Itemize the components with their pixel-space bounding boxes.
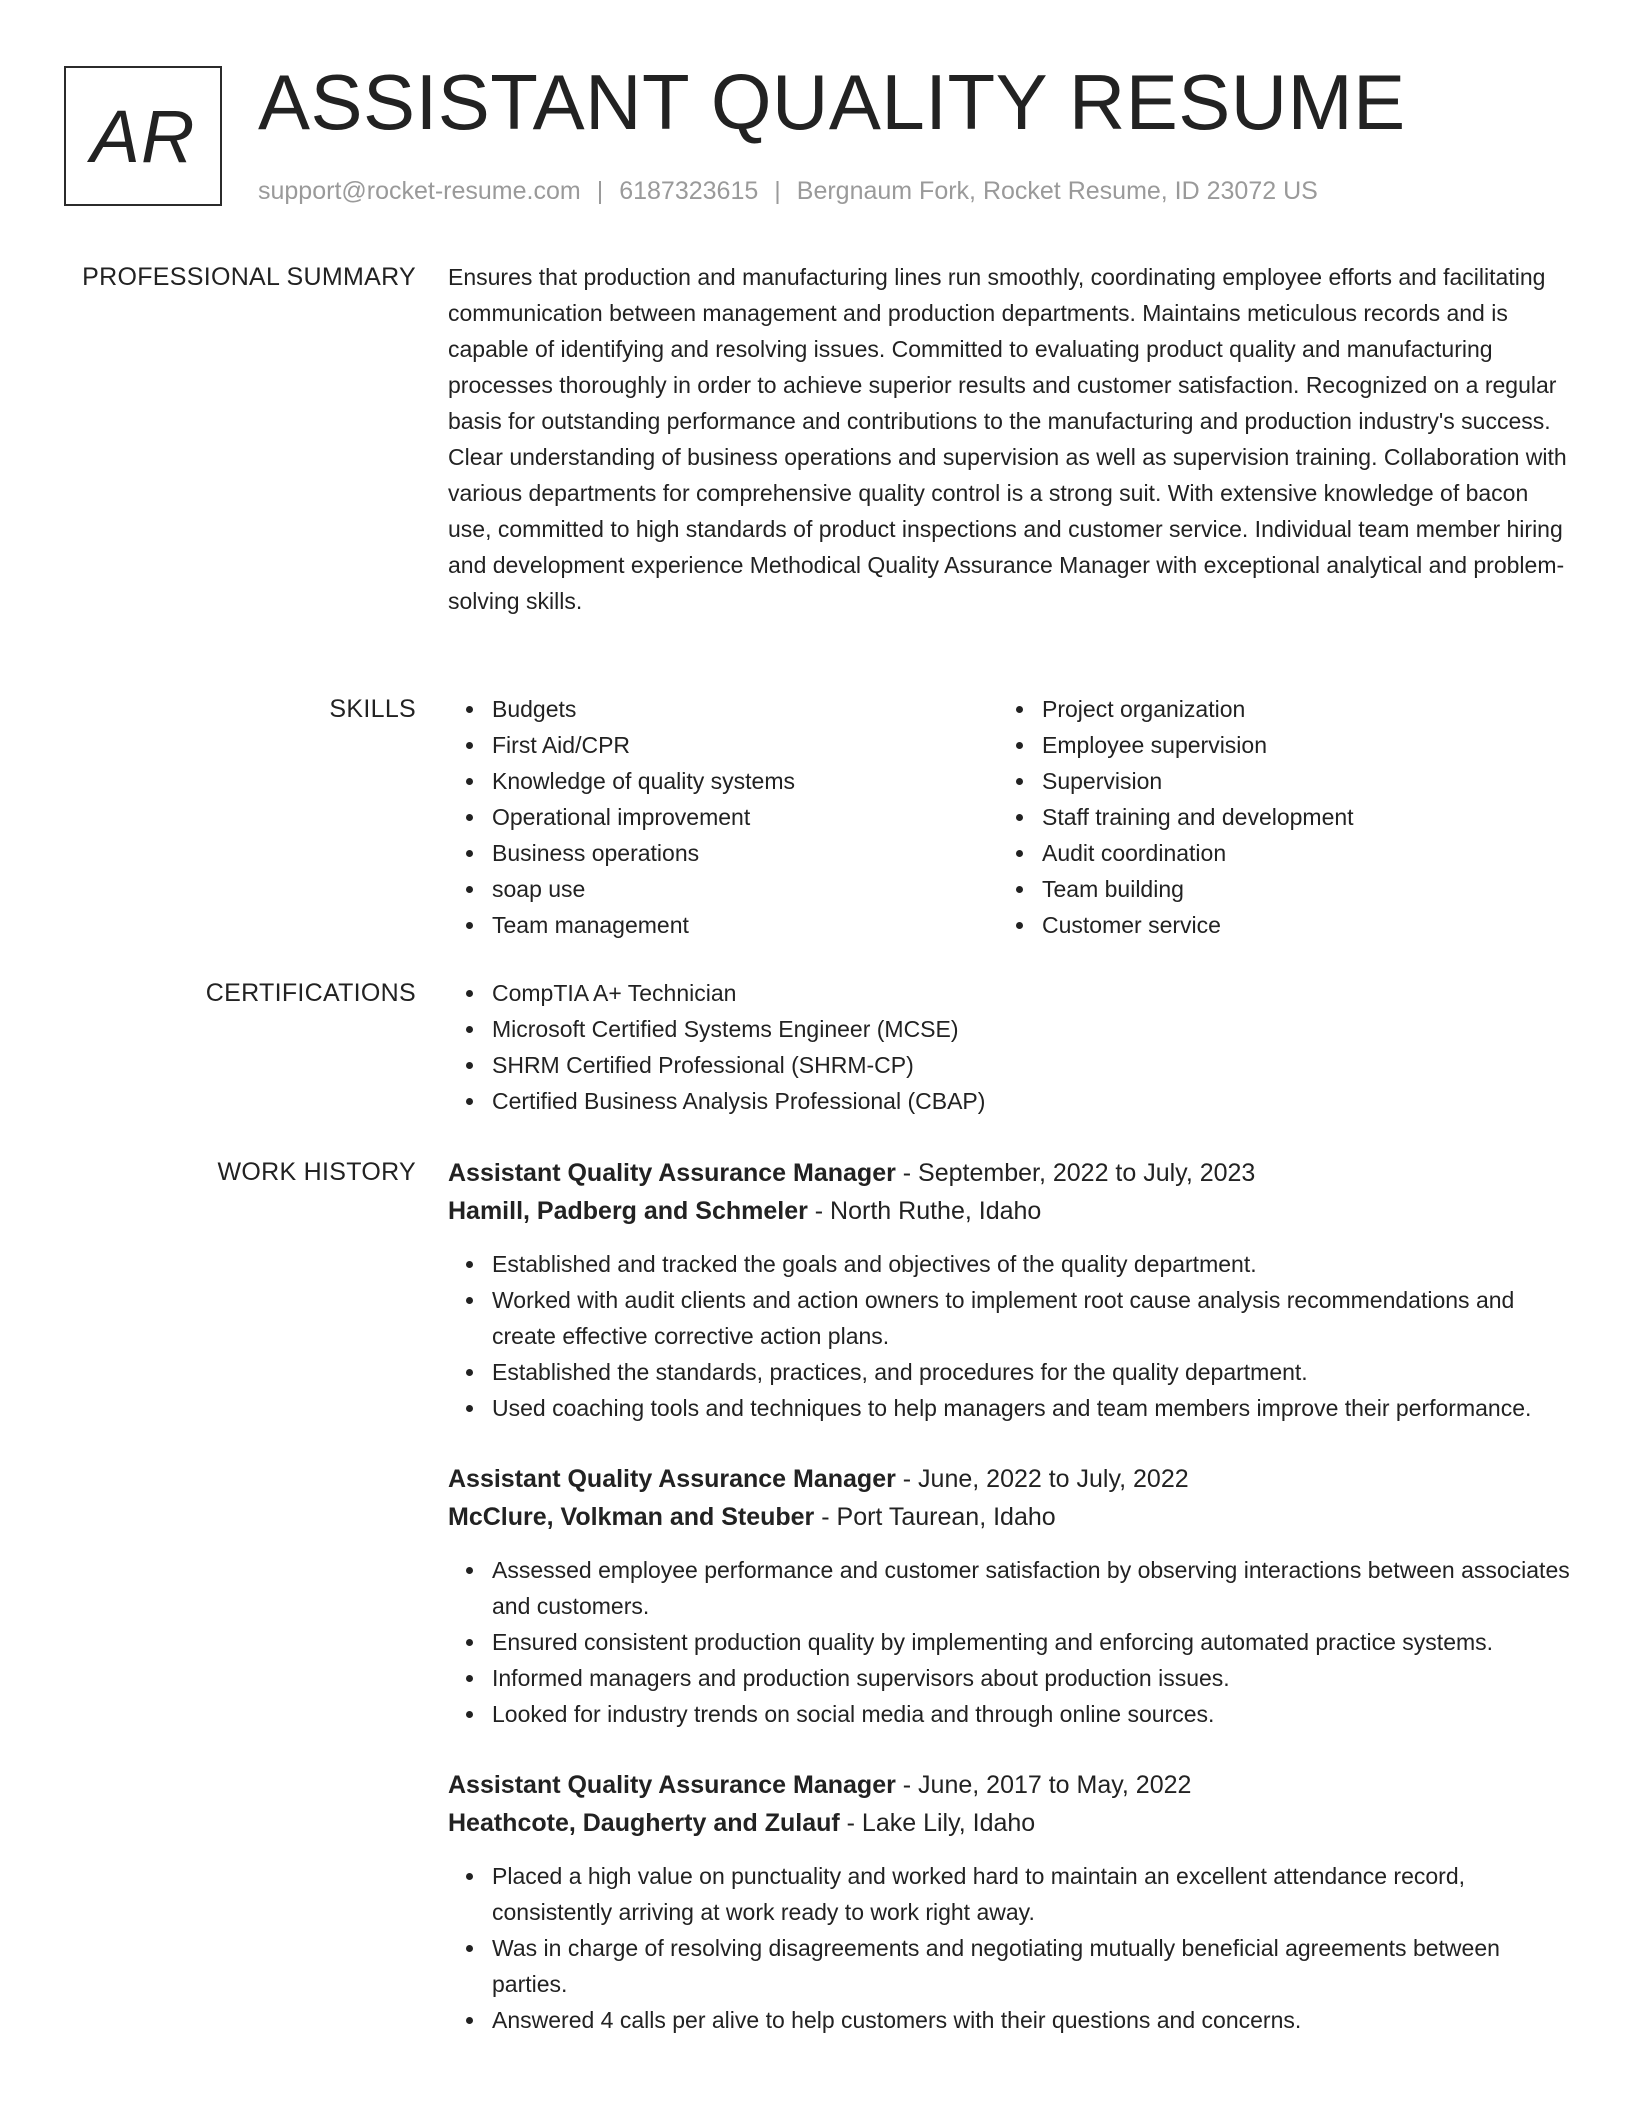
- skills-list: [448, 691, 1570, 943]
- job-role: Assistant Quality Assurance Manager: [448, 1771, 896, 1799]
- job-duty: Assessed employee performance and customer satisfaction by observing interactions between associates and customers.: [492, 1552, 1570, 1624]
- job-dates: - September, 2022 to July, 2023: [895, 1159, 1256, 1187]
- job-location: - Lake Lily, Idaho: [839, 1809, 1036, 1837]
- job-duty: Was in charge of resolving disagreements and negotiating mutually beneficial agreements between parties.: [492, 1930, 1570, 2002]
- skill-item: Business operations: [492, 835, 998, 871]
- skill-item: Knowledge of quality systems: [492, 763, 998, 799]
- work-history-list: [448, 1154, 1570, 2072]
- contact-phone: 6187323615: [619, 177, 759, 205]
- job-company: Hamill, Padberg and Schmeler: [448, 1197, 808, 1225]
- skill-item: Audit coordination: [1042, 835, 1548, 871]
- job-duty: Placed a high value on punctuality and worked hard to maintain an excellent attendance record, consistently arriving at work ready to work right away.: [492, 1858, 1570, 1930]
- job-duties: [448, 1858, 1570, 2038]
- job-company: McClure, Volkman and Steuber: [448, 1503, 815, 1531]
- job-duty: Used coaching tools and techniques to help managers and team members improve their performance.: [492, 1390, 1570, 1426]
- certification-item: Certified Business Analysis Professional (CBAP): [492, 1083, 1570, 1119]
- monogram-logo: AR: [64, 66, 222, 206]
- certification-item: Microsoft Certified Systems Engineer (MCSE): [492, 1011, 1570, 1047]
- skills-column-left: [448, 691, 998, 943]
- contact-separator: |: [774, 177, 781, 205]
- certifications-list: [448, 975, 1570, 1119]
- job-duty: Established the standards, practices, and procedures for the quality department.: [492, 1354, 1570, 1390]
- job-duty: Looked for industry trends on social media and through online sources.: [492, 1696, 1570, 1732]
- skill-item: Customer service: [1042, 907, 1548, 943]
- skill-item: Employee supervision: [1042, 727, 1548, 763]
- summary-body: [448, 259, 1570, 619]
- job-company-line: [448, 1498, 1570, 1536]
- skill-item: First Aid/CPR: [492, 727, 998, 763]
- skill-item: Team building: [1042, 871, 1548, 907]
- job-role-line: [448, 1460, 1570, 1498]
- job-duty: Established and tracked the goals and objectives of the quality department.: [492, 1246, 1570, 1282]
- summary-heading: PROFESSIONAL SUMMARY: [82, 263, 416, 291]
- job-role: Assistant Quality Assurance Manager: [448, 1159, 896, 1187]
- summary-text: Ensures that production and manufacturing lines run smoothly, coordinating employee efforts and facilitating communication between management and production departments. Maintains meticulous records and is capable of identifying and resolving issues. Committed to evaluating product quality and manufacturing processes thoroughly in order to achieve superior results and customer satisfaction. Recognized on a regular basis for outstanding performance and contributions to the manufacturing and production industry's success. Clear understanding of business operations and supervision as well as supervision training. Collaboration with various departments for comprehensive quality control is a strong suit. With extensive knowledge of bacon use, committed to high standards of product inspections and customer service. Individual team member hiring and development experience Methodical Quality Assurance Manager with exceptional analytical and problem-solving skills.: [448, 264, 1567, 614]
- skill-item: Operational improvement: [492, 799, 998, 835]
- job-role-line: [448, 1154, 1570, 1192]
- job-role: Assistant Quality Assurance Manager: [448, 1465, 896, 1493]
- contact-separator: |: [596, 177, 604, 205]
- skill-item: Project organization: [1042, 691, 1548, 727]
- job-duties: [448, 1246, 1570, 1426]
- job-duties: [448, 1552, 1570, 1732]
- job-duty: Worked with audit clients and action owners to implement root cause analysis recommendations and create effective corrective action plans.: [492, 1282, 1570, 1354]
- resume-title: ASSISTANT QUALITY RESUME: [258, 58, 1406, 146]
- certification-item: CompTIA A+ Technician: [492, 975, 1570, 1011]
- job-duty: Ensured consistent production quality by implementing and enforcing automated practice systems.: [492, 1624, 1570, 1660]
- skill-item: Staff training and development: [1042, 799, 1548, 835]
- skills-column-right: [998, 691, 1548, 943]
- work-history-heading: WORK HISTORY: [217, 1158, 416, 1186]
- job-entry: [448, 1154, 1570, 1426]
- job-duty: Answered 4 calls per alive to help customers with their questions and concerns.: [492, 2002, 1570, 2038]
- skills-heading: SKILLS: [329, 695, 416, 723]
- job-duty: Informed managers and production supervisors about production issues.: [492, 1660, 1570, 1696]
- certification-item: SHRM Certified Professional (SHRM-CP): [492, 1047, 1570, 1083]
- job-dates: - June, 2017 to May, 2022: [895, 1771, 1192, 1799]
- skill-item: Budgets: [492, 691, 998, 727]
- job-role-line: [448, 1766, 1570, 1804]
- skill-item: Team management: [492, 907, 998, 943]
- job-company-line: [448, 1192, 1570, 1230]
- contact-email: support@rocket-resume.com: [258, 177, 581, 205]
- job-entry: [448, 1460, 1570, 1732]
- skill-item: soap use: [492, 871, 998, 907]
- job-company-line: [448, 1804, 1570, 1842]
- contact-address: Bergnaum Fork, Rocket Resume, ID 23072 US: [796, 177, 1318, 205]
- contact-line: [258, 175, 1318, 207]
- job-entry: [448, 1766, 1570, 2038]
- job-location: - North Ruthe, Idaho: [807, 1197, 1042, 1225]
- skill-item: Supervision: [1042, 763, 1548, 799]
- job-dates: - June, 2022 to July, 2022: [895, 1465, 1189, 1493]
- certifications-heading: CERTIFICATIONS: [205, 979, 416, 1007]
- job-location: - Port Taurean, Idaho: [814, 1503, 1056, 1531]
- job-company: Heathcote, Daugherty and Zulauf: [448, 1809, 840, 1837]
